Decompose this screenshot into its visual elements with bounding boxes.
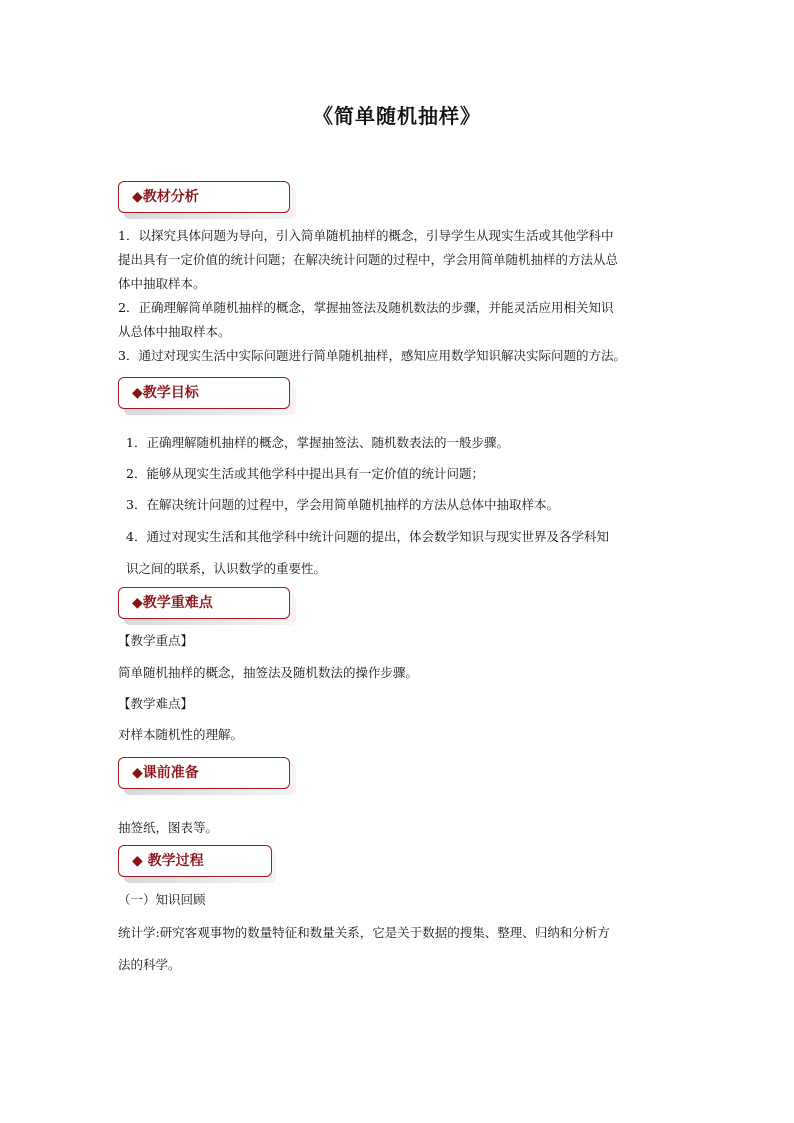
key-label: 【教学重点】 — [118, 633, 194, 648]
goals-line-3: 3．在解决统计问题的过程中，学会用简单随机抽样的方法从总体中抽取样本。 — [126, 497, 559, 512]
goals-line-5: 识之间的联系，认识数学的重要性。 — [126, 561, 327, 576]
analysis-line-3: 体中抽取样本。 — [118, 276, 206, 291]
analysis-line-4: 2．正确理解简单随机抽样的概念，掌握抽签法及随机数法的步骤，并能灵活应用相关知识 — [118, 300, 614, 315]
analysis-line-1: 1．以探究具体问题为导向，引入简单随机抽样的概念，引导学生从现实生活或其他学科中 — [118, 228, 614, 243]
goals-line-2: 2．能够从现实生活或其他学科中提出具有一定价值的统计问题； — [126, 466, 484, 481]
process-subheading: （一）知识回顾 — [118, 892, 206, 907]
section-heading-process: ◆ 教学过程 — [132, 853, 204, 869]
preparation-text: 抽签纸，图表等。 — [118, 820, 219, 835]
process-line-1: 统计学:研究客观事物的数量特征和数量关系，它是关于数据的搜集、整理、归纳和分析方 — [118, 925, 610, 940]
process-line-2: 法的科学。 — [118, 957, 181, 972]
difficult-text: 对样本随机性的理解。 — [118, 727, 244, 742]
page-title: 《简单随机抽样》 — [313, 104, 481, 128]
analysis-line-5: 从总体中抽取样本。 — [118, 324, 231, 339]
section-heading-keypoints: ◆教学重难点 — [132, 595, 213, 611]
goals-line-1: 1．正确理解随机抽样的概念，掌握抽签法、随机数表法的一般步骤。 — [126, 435, 509, 450]
analysis-line-6: 3．通过对现实生活中实际问题进行简单随机抽样，感知应用数学知识解决实际问题的方法。 — [118, 348, 626, 363]
section-heading-analysis: ◆教材分析 — [132, 189, 199, 205]
analysis-line-2: 提出具有一定价值的统计问题；在解决统计问题的过程中，学会用简单随机抽样的方法从总 — [118, 252, 619, 267]
goals-line-4: 4．通过对现实生活和其他学科中统计问题的提出，体会数学知识与现实世界及各学科知 — [126, 529, 609, 544]
section-heading-preparation: ◆课前准备 — [132, 765, 199, 781]
key-text: 简单随机抽样的概念，抽签法及随机数法的操作步骤。 — [118, 665, 419, 680]
difficult-label: 【教学难点】 — [118, 696, 194, 711]
section-heading-goals: ◆教学目标 — [132, 385, 199, 401]
